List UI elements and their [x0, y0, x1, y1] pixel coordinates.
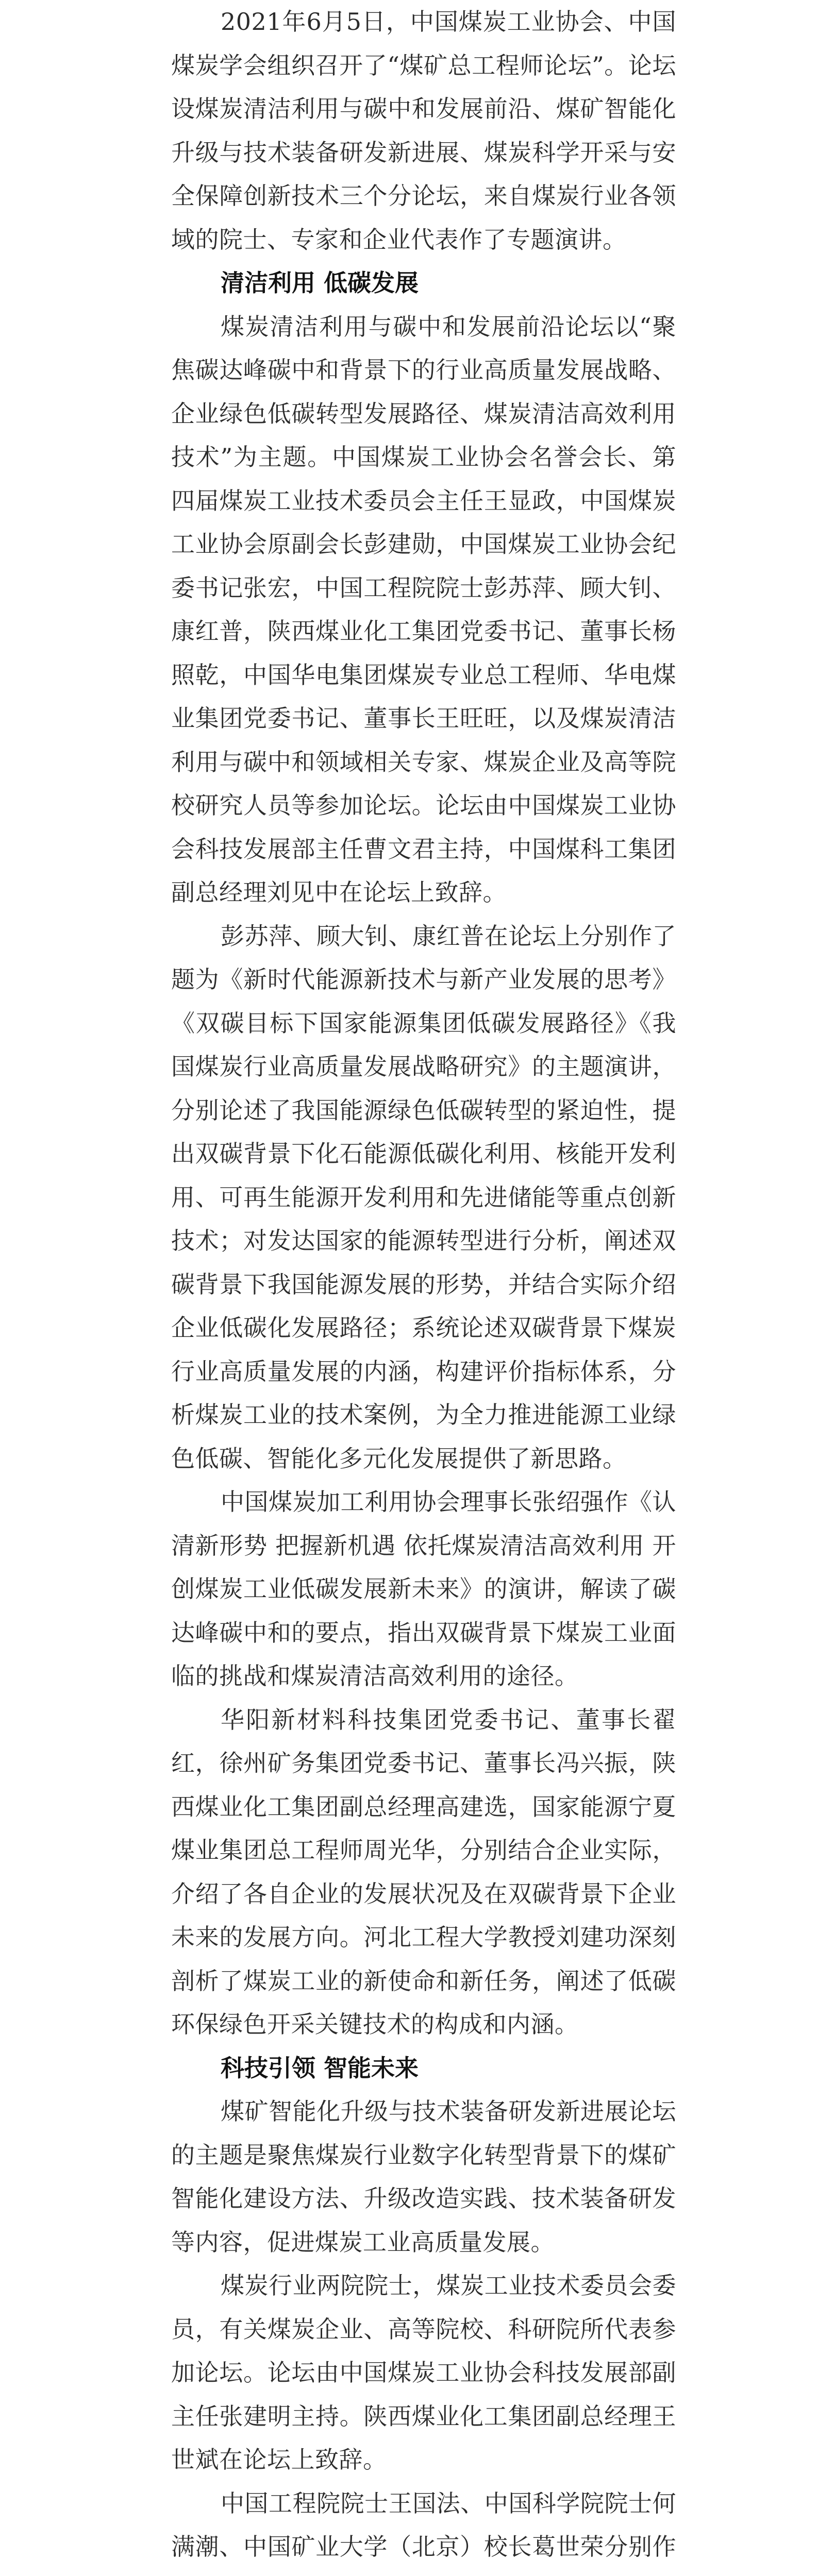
- section1-paragraph-2: 彭苏萍、顾大钊、康红普在论坛上分别作了题为《新时代能源新技术与新产业发展的思考》《双碳目标下国家能源集团低碳发展路径》《我国煤炭行业高质量发展战略研究》的主题演讲，分别论述了我国能源绿色低碳转型的紧迫性，提出双碳背景下化石能源低碳化利用、核能开发利用、可再生能源开发利用和先进储能等重点创新技术；对发达国家的能源转型进行分析，阐述双碳背景下我国能源发展的形势，并结合实际介绍企业低碳化发展路径；系统论述双碳背景下煤炭行业高质量发展的内涵，构建评价指标体系，分析煤炭工业的技术案例，为全力推进能源工业绿色低碳、智能化多元化发展提供了新思路。: [171, 922, 676, 1472]
- section1-paragraph-4: 华阳新材料科技集团党委书记、董事长翟红，徐州矿务集团党委书记、董事长冯兴振，陕西煤业化工集团副总经理高建选，国家能源宁夏煤业集团总工程师周光华，分别结合企业实际，介绍了各自企业的发展状况及在双碳背景下企业未来的发展方向。河北工程大学教授刘建功深刻剖析了煤炭工业的新使命和新任务，阐述了低碳环保绿色开采关键技术的构成和内涵。: [171, 1705, 676, 2038]
- section1-paragraph-3: 中国煤炭加工利用协会理事长张绍强作《认清新形势 把握新机遇 依托煤炭清洁高效利用 开创煤炭工业低碳发展新未来》的演讲，解读了碳达峰碳中和的要点，指出双碳背景下煤炭工业面临的挑战和煤炭清洁高效利用的途径。: [171, 1488, 676, 1690]
- section2-paragraph-2: 煤炭行业两院院士，煤炭工业技术委员会委员，有关煤炭企业、高等院校、科研院所代表参加论坛。论坛由中国煤炭工业协会科技发展部副主任张建明主持。陕西煤业化工集团副总经理王世斌在论坛上致辞。: [171, 2272, 676, 2473]
- intro-paragraph: 2021年6月5日，中国煤炭工业协会、中国煤炭学会组织召开了“煤矿总工程师论坛”。论坛设煤炭清洁利用与碳中和发展前沿、煤矿智能化升级与技术装备研发新进展、煤炭科学开采与安全保障创新技术三个分论坛，来自煤炭行业各领域的院士、专家和企业代表作了专题演讲。: [171, 8, 676, 253]
- section2-paragraph-1: 煤矿智能化升级与技术装备研发新进展论坛的主题是聚焦煤炭行业数字化转型背景下的煤矿智能化建设方法、升级改造实践、技术装备研发等内容，促进煤炭工业高质量发展。: [171, 2097, 676, 2256]
- section2-paragraph-3: 中国工程院院士王国法、中国科学院院士何满潮、中国矿业大学（北京）校长葛世荣分别作: [171, 2489, 676, 2561]
- section1-paragraph-1: 煤炭清洁利用与碳中和发展前沿论坛以“聚焦碳达峰碳中和背景下的行业高质量发展战略、企业绿色低碳转型发展路径、煤炭清洁高效利用技术”为主题。中国煤炭工业协会名誉会长、第四届煤炭工业技术委员会主任王显政，中国煤炭工业协会原副会长彭建勋，中国煤炭工业协会纪委书记张宏，中国工程院院士彭苏萍、顾大钊、康红普，陕西煤业化工集团党委书记、董事长杨照乾，中国华电集团煤炭专业总工程师、华电煤业集团党委书记、董事长王旺旺，以及煤炭清洁利用与碳中和领域相关专家、煤炭企业及高等院校研究人员等参加论坛。论坛由中国煤炭工业协会科技发展部主任曹文君主持，中国煤科工集团副总经理刘见中在论坛上致辞。: [171, 312, 676, 906]
- section-heading-clean-utilization: 清洁利用 低碳发展: [221, 269, 419, 297]
- section-heading-tech-leading: 科技引领 智能未来: [221, 2054, 419, 2082]
